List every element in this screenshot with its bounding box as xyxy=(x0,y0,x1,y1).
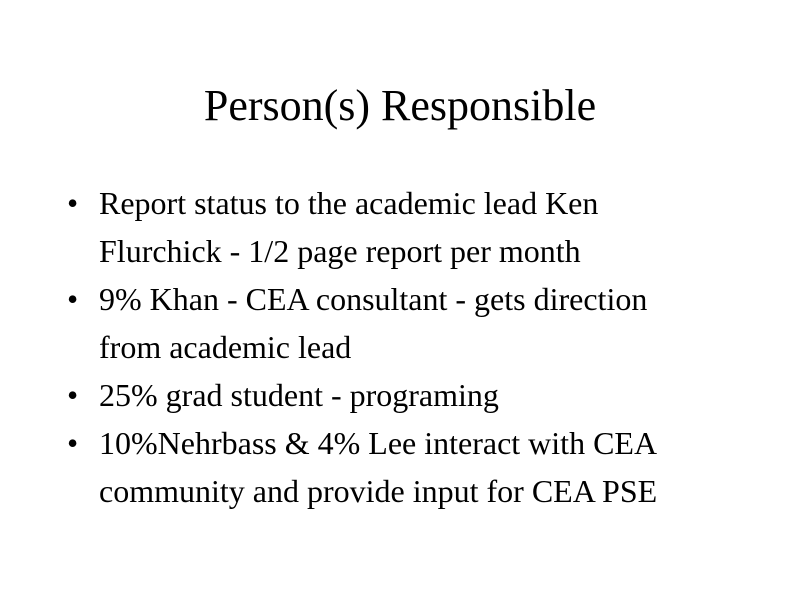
bullet-text-line: 10%Nehrbass & 4% Lee interact with CEA xyxy=(99,425,658,461)
slide-title: Person(s) Responsible xyxy=(203,81,597,130)
bullet-list xyxy=(67,179,747,515)
bullet-text-line: 9% Khan - CEA consultant - gets direction xyxy=(99,281,648,317)
bullet-text-line: Flurchick - 1/2 page report per month xyxy=(99,233,581,269)
bullet-item xyxy=(67,371,747,419)
bullet-text-line: Report status to the academic lead Ken xyxy=(99,185,599,221)
bullet-point-icon: • xyxy=(67,281,79,317)
bullet-item xyxy=(67,179,747,275)
bullet-point-icon: • xyxy=(67,377,79,413)
bullet-text-line: community and provide input for CEA PSE xyxy=(99,473,658,509)
bullet-point-icon: • xyxy=(67,425,79,461)
bullet-item xyxy=(67,275,747,371)
bullet-item xyxy=(67,419,747,515)
bullet-text-line: from academic lead xyxy=(99,329,352,365)
bullet-point-icon: • xyxy=(67,185,79,221)
bullet-text-line: 25% grad student - programing xyxy=(99,377,499,413)
